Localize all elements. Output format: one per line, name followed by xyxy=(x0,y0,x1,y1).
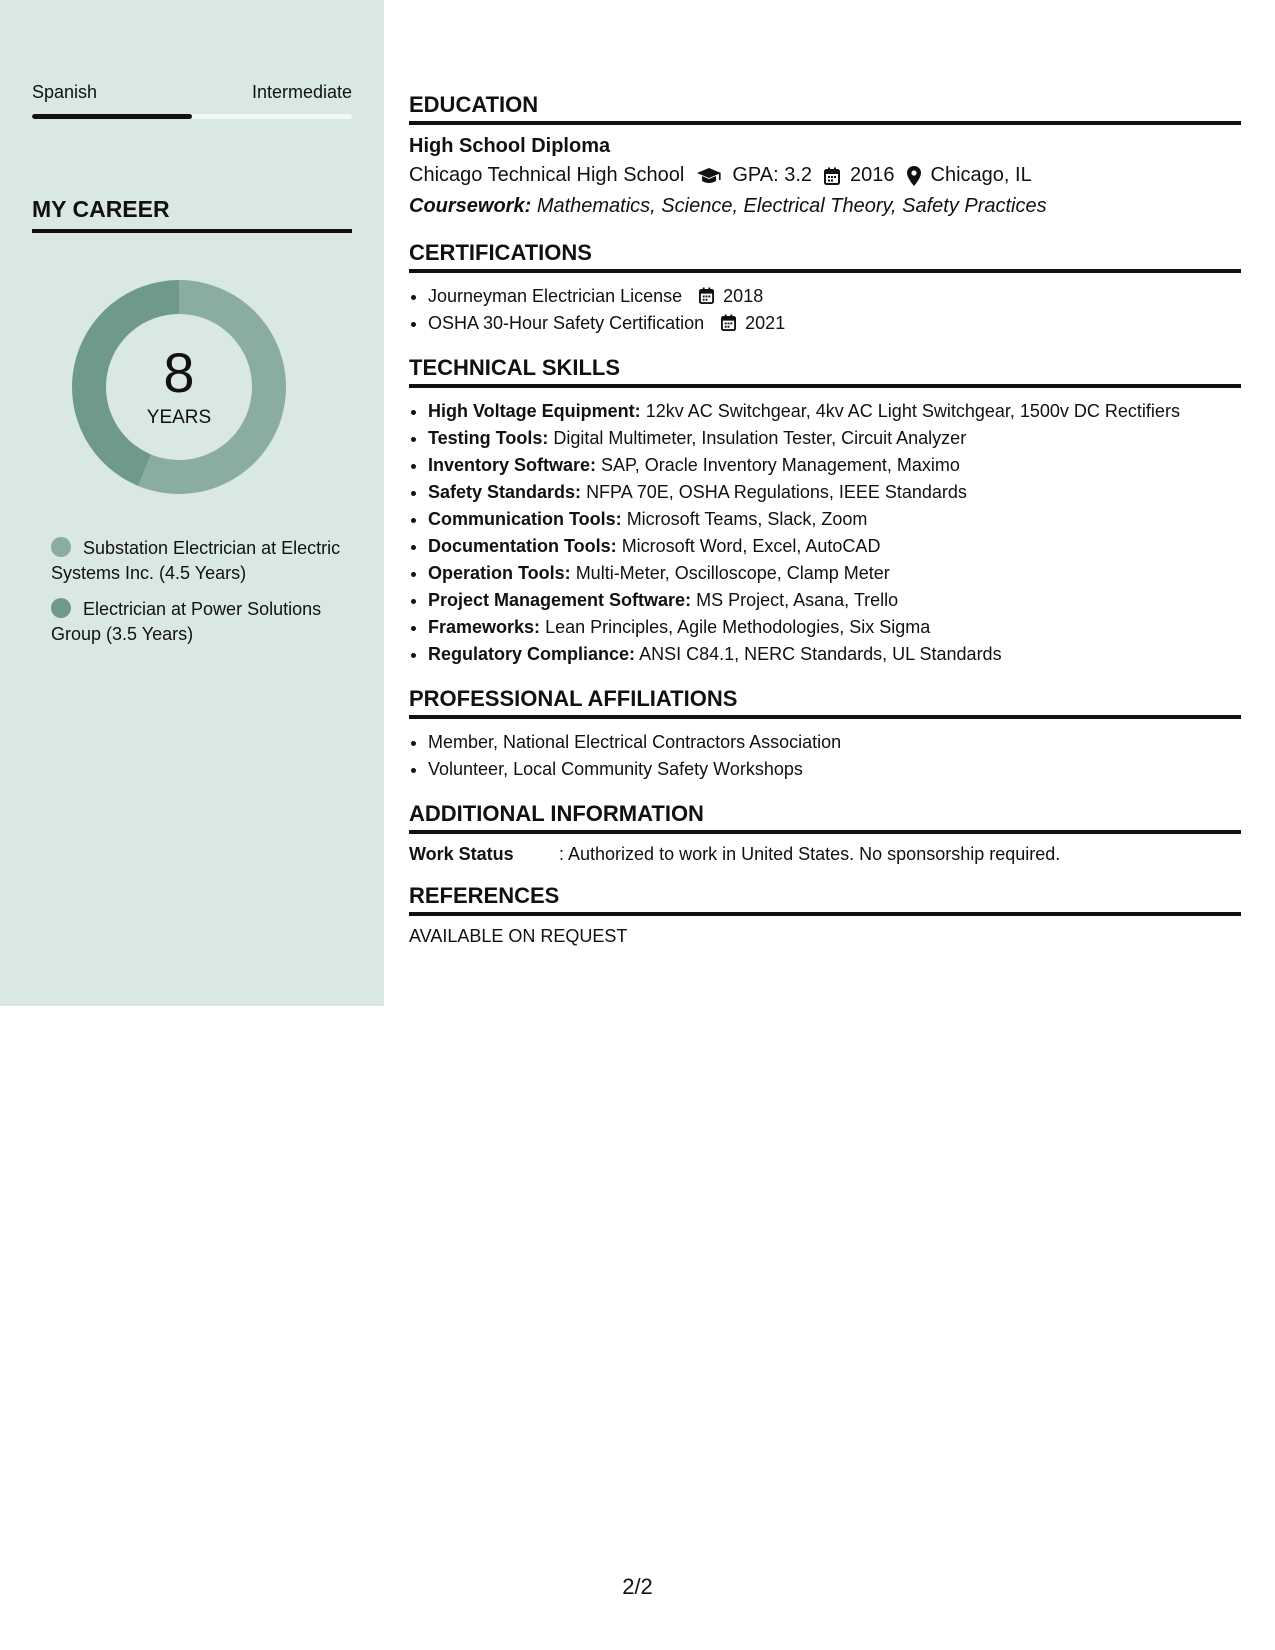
skill-label: Operation Tools: xyxy=(428,563,571,583)
skill-value: Multi-Meter, Oscilloscope, Clamp Meter xyxy=(575,563,890,583)
skill-value: 12kv AC Switchgear, 4kv AC Light Switchgear, 1500v DC Rectifiers xyxy=(645,401,1180,421)
language-progress-fill xyxy=(32,114,192,119)
education-section xyxy=(409,92,1241,218)
coursework-label: Coursework: xyxy=(409,195,532,217)
certification-year: 2021 xyxy=(745,313,786,333)
education-coursework xyxy=(409,195,1241,218)
main-content xyxy=(409,92,1241,965)
career-legend xyxy=(51,536,351,658)
additional-info-section xyxy=(409,801,1241,865)
language-level: Intermediate xyxy=(251,82,352,102)
references-text: AVAILABLE ON REQUEST xyxy=(409,926,628,946)
skill-value: Lean Principles, Agile Methodologies, Six Sigma xyxy=(545,617,931,637)
affiliations-heading: PROFESSIONAL AFFILIATIONS xyxy=(409,686,1241,719)
skill-item xyxy=(428,560,1241,587)
skill-value: Microsoft Word, Excel, AutoCAD xyxy=(621,536,881,556)
education-year: 2016 xyxy=(850,164,895,186)
skills-list xyxy=(409,398,1241,668)
skill-label: Project Management Software: xyxy=(428,590,692,610)
skill-item xyxy=(428,479,1241,506)
career-total-years: 8 xyxy=(163,341,195,404)
career-donut-chart xyxy=(66,274,292,500)
certification-item xyxy=(428,283,1241,310)
skill-item xyxy=(428,425,1241,452)
career-legend-item xyxy=(51,536,351,586)
references-heading: REFERENCES xyxy=(409,883,1241,916)
education-heading: EDUCATION xyxy=(409,92,1241,125)
calendar-icon xyxy=(824,167,840,185)
coursework-list: Mathematics, Science, Electrical Theory, Safety Practices xyxy=(536,195,1047,217)
skill-value: SAP, Oracle Inventory Management, Maximo xyxy=(601,455,960,475)
skill-item xyxy=(428,641,1241,668)
location-pin-icon xyxy=(907,166,921,186)
work-status-value: : Authorized to work in United States. No sponsorship required. xyxy=(559,844,1061,864)
skill-value: Microsoft Teams, Slack, Zoom xyxy=(626,509,868,529)
skill-item xyxy=(428,587,1241,614)
technical-skills-heading: TECHNICAL SKILLS xyxy=(409,355,1241,388)
calendar-icon xyxy=(699,287,714,304)
skill-value: MS Project, Asana, Trello xyxy=(696,590,899,610)
education-school: Chicago Technical High School xyxy=(409,164,685,186)
certification-name: Journeyman Electrician License xyxy=(428,286,683,306)
work-status-row xyxy=(409,844,1241,865)
skill-label: Documentation Tools: xyxy=(428,536,617,556)
skill-item xyxy=(428,533,1241,560)
legend-dot-icon xyxy=(51,598,71,618)
skill-label: Regulatory Compliance: xyxy=(428,644,636,664)
skill-item xyxy=(428,614,1241,641)
certification-name: OSHA 30-Hour Safety Certification xyxy=(428,313,705,333)
language-name: Spanish xyxy=(32,82,98,102)
career-years-unit: YEARS xyxy=(146,407,212,428)
additional-info-heading: ADDITIONAL INFORMATION xyxy=(409,801,1241,834)
education-degree: High School Diploma xyxy=(409,135,611,157)
language-progress-bar xyxy=(32,114,352,119)
skill-item xyxy=(428,452,1241,479)
education-location: Chicago, IL xyxy=(930,164,1032,186)
skill-label: Frameworks: xyxy=(428,617,541,637)
skill-value: NFPA 70E, OSHA Regulations, IEEE Standards xyxy=(586,482,967,502)
page-number: 2/2 xyxy=(622,1574,653,1599)
affiliation-item: • Volunteer, Local Community Safety Workshops xyxy=(428,756,1241,783)
certifications-heading: CERTIFICATIONS xyxy=(409,240,1241,273)
skill-item xyxy=(428,398,1241,425)
work-status-label: Work Status xyxy=(409,844,514,864)
affiliations-section xyxy=(409,686,1241,783)
certifications-section xyxy=(409,240,1241,337)
affiliation-item: • Member, National Electrical Contractors Association xyxy=(428,729,1241,756)
skill-label: Testing Tools: xyxy=(428,428,549,448)
graduation-cap-icon xyxy=(696,167,722,185)
certification-year: 2018 xyxy=(723,286,764,306)
technical-skills-section xyxy=(409,355,1241,668)
skill-label: High Voltage Equipment: xyxy=(428,401,641,421)
career-legend-label: Substation Electrician at Electric Systems Inc. (4.5 Years) xyxy=(51,538,341,583)
skill-label: Safety Standards: xyxy=(428,482,582,502)
career-legend-label: Electrician at Power Solutions Group (3.5 Years) xyxy=(51,599,322,644)
skill-label: Communication Tools: xyxy=(428,509,622,529)
career-heading: MY CAREER xyxy=(32,196,352,233)
skill-value: Digital Multimeter, Insulation Tester, Circuit Analyzer xyxy=(553,428,967,448)
legend-dot-icon xyxy=(51,537,71,557)
references-section xyxy=(409,883,1241,947)
certification-item xyxy=(428,310,1241,337)
language-row xyxy=(32,82,352,103)
career-legend-item xyxy=(51,597,351,647)
skill-value: ANSI C84.1, NERC Standards, UL Standards xyxy=(639,644,1002,664)
sidebar xyxy=(0,0,384,1006)
calendar-icon xyxy=(721,314,736,331)
education-details xyxy=(409,164,1241,187)
skill-label: Inventory Software: xyxy=(428,455,597,475)
education-gpa: GPA: 3.2 xyxy=(732,164,813,186)
skill-item xyxy=(428,506,1241,533)
